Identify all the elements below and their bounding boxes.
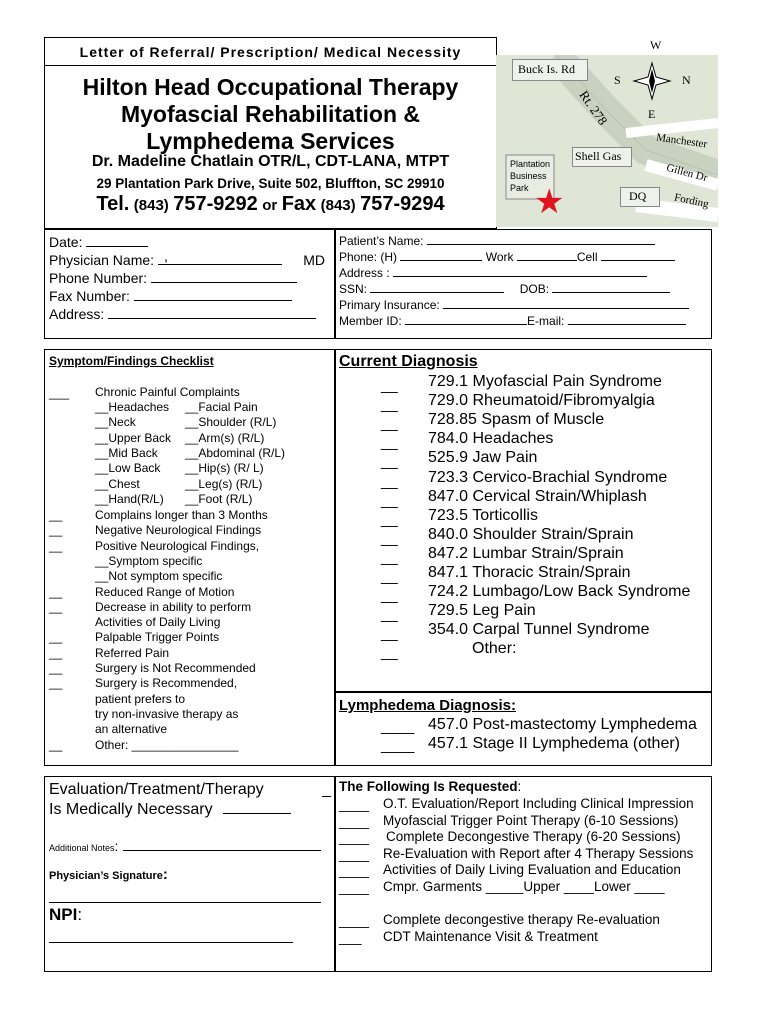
eval-line1 — [49, 781, 331, 799]
symptom-region-4[interactable]: __Mid Back — [95, 445, 158, 460]
symptom-item-4: __Symptom specific — [95, 553, 203, 568]
location-map — [496, 55, 718, 227]
date-field[interactable] — [49, 234, 148, 250]
notes-colon: : — [114, 838, 119, 854]
diagnosis-item-3: 728.85 Spasm of Muscle — [428, 411, 605, 429]
requested-check-4[interactable]: ____ — [339, 846, 370, 862]
fording-road-label: Fording — [673, 191, 710, 211]
lymphedema-title: Lymphedema Diagnosis: — [339, 697, 516, 714]
symptom-region-r6[interactable]: __Leg(s) (R/L) — [185, 476, 263, 491]
tel-area: (843) — [133, 197, 169, 214]
requested-item-1: O.T. Evaluation/Report Including Clinical Impression — [383, 796, 694, 811]
cmpr-lower-blank[interactable]: ____ — [563, 879, 594, 894]
diagnosis-item-6: 723.3 Cervico-Brachial Syndrome — [428, 468, 668, 486]
location-star-icon: ★ — [534, 183, 565, 221]
fax-number-blank[interactable] — [134, 300, 292, 301]
patient-name-label: Patient’s Name: — [339, 234, 424, 248]
patient-name-blank[interactable] — [427, 244, 655, 245]
patient-address-blank[interactable] — [393, 276, 647, 277]
diagnosis-check-4[interactable]: __ — [381, 434, 398, 452]
signature-blank[interactable] — [49, 902, 321, 903]
chronic-check[interactable]: ___ — [49, 386, 70, 400]
fax-number-field[interactable] — [49, 288, 292, 304]
diagnosis-check-1[interactable]: __ — [381, 377, 398, 394]
requested-item-4: Re-Evaluation with Report after 4 Therapy Sessions — [383, 845, 694, 861]
phone-cell-label: Cell — [576, 250, 598, 264]
diagnosis-item-12: 724.2 Lumbago/Low Back Syndrome — [428, 583, 691, 601]
symptom-item-14: try non-invasive therapy as — [95, 706, 239, 721]
npi-blank[interactable] — [49, 942, 293, 943]
fax-number-label: Fax Number: — [49, 288, 130, 304]
shell-gas-label: Shell Gas — [575, 149, 622, 163]
business-park-line1: Plantation — [510, 159, 551, 169]
tel-fax-line — [44, 193, 497, 216]
md-label: MD — [303, 252, 325, 268]
physician-name-field[interactable] — [49, 248, 325, 268]
symptom-item-3: Positive Neurological Findings, — [95, 538, 260, 553]
email-label: E-mail: — [527, 314, 565, 328]
diagnosis-item-14: 354.0 Carpal Tunnel Syndrome — [428, 621, 650, 639]
clinic-name-line3: Lymphedema Services — [146, 128, 395, 154]
chronic-label: Chronic Painful Complaints — [95, 385, 240, 399]
symptom-check-2[interactable]: __ — [49, 523, 63, 538]
cmpr-upper-blank[interactable]: _____ — [485, 879, 524, 894]
diagnosis-item-9: 840.0 Shoulder Strain/Sprain — [428, 525, 634, 543]
requested-item-2: Myofascial Trigger Point Therapy (6-10 Sessions) — [383, 812, 679, 828]
symptom-check-12[interactable]: __ — [49, 676, 63, 691]
lymphedema-check-2[interactable]: ____ — [381, 737, 415, 754]
symptom-region-r4[interactable]: __Abdominal (R/L) — [185, 445, 286, 460]
insurance-label: Primary Insurance: — [339, 298, 440, 312]
date-label: Date: — [49, 234, 83, 250]
symptom-item-6: Reduced Range of Motion — [95, 584, 235, 599]
cmpr-label: Cmpr. Garments — [383, 879, 483, 894]
form-title: Letter of Referral/ Prescription/ Medical Necessity — [79, 44, 462, 60]
date-blank[interactable] — [86, 246, 148, 247]
diagnosis-check-13[interactable]: __ — [381, 606, 398, 624]
requested-check-3[interactable]: ____ — [339, 830, 370, 846]
physician-name-blank[interactable] — [158, 248, 282, 265]
phone-cell-blank[interactable] — [601, 260, 675, 261]
diagnosis-check-5[interactable]: __ — [381, 453, 398, 471]
diagnosis-item-4: 784.0 Headaches — [428, 430, 554, 448]
email-blank[interactable] — [568, 324, 686, 325]
current-diagnosis-title: Current Diagnosis — [339, 353, 478, 370]
symptom-region-2[interactable]: __Neck — [95, 415, 136, 430]
cmpr-lower-trail[interactable]: ____ — [634, 879, 665, 894]
requested-title — [339, 779, 521, 794]
signature-label: Physician’s Signature — [49, 870, 163, 882]
patient-address-label: Address : — [339, 266, 390, 280]
member-id-blank[interactable] — [405, 324, 527, 325]
symptom-check-10[interactable]: __ — [49, 645, 63, 660]
notes-label: Additional Notes — [49, 843, 115, 853]
diagnosis-check-11[interactable]: __ — [381, 568, 398, 585]
symptom-item-12: Surgery is Recommended, — [95, 676, 238, 691]
physician-name-label: Physician Name: — [49, 252, 155, 268]
lymphedema-item-1: 457.0 Post-mastectomy Lymphedema — [428, 716, 697, 733]
requested-title-colon: : — [517, 779, 522, 794]
diagnosis-check-2[interactable]: __ — [381, 396, 398, 414]
symptom-region-1[interactable]: __Headaches — [95, 400, 170, 414]
symptom-item-1: Complains longer than 3 Months — [95, 508, 268, 522]
symptom-item-15: an alternative — [95, 722, 168, 737]
or-label: or — [262, 197, 278, 214]
diagnosis-item-7: 847.0 Cervical Strain/Whiplash — [428, 487, 647, 505]
eval-line2-text: Is Medically Necessary — [49, 801, 213, 818]
symptom-check-1[interactable]: __ — [49, 508, 63, 522]
compass-rose-icon — [632, 61, 672, 101]
symptom-check-6[interactable]: __ — [49, 584, 63, 599]
tel-label: Tel. — [96, 193, 130, 215]
signature-colon: : — [162, 866, 168, 883]
notes-field[interactable] — [49, 838, 321, 856]
requested-item-b1: Complete decongestive therapy Re-evaluation — [383, 912, 660, 927]
member-id-label: Member ID: — [339, 314, 402, 328]
diagnosis-check-12[interactable]: __ — [381, 587, 398, 605]
requested-check-1[interactable]: ____ — [339, 797, 370, 812]
symptom-check-7[interactable]: __ — [49, 599, 63, 614]
compass-e: E — [648, 107, 656, 121]
diagnosis-check-15[interactable]: __ — [381, 644, 398, 662]
patient-address-field[interactable] — [339, 266, 647, 280]
form-title-underline — [44, 65, 497, 66]
diagnosis-item-15: Other: — [472, 640, 517, 658]
symptom-check-16[interactable]: __ — [49, 737, 63, 752]
provider-name: Dr. Madeline Chatlain OTR/L, CDT-LANA, MTPT — [91, 153, 450, 170]
diagnosis-item-11: 847.1 Thoracic Strain/Sprain — [428, 564, 631, 581]
diagnosis-check-6[interactable]: __ — [381, 472, 398, 490]
clinic-address: 29 Plantation Park Drive, Suite 502, Bluffton, SC 29910 — [96, 176, 445, 191]
diagnosis-item-8: 723.5 Torticollis — [428, 506, 538, 524]
eval-check-2[interactable] — [223, 813, 291, 814]
dq-label: DQ — [629, 189, 647, 203]
diagnosis-item-13: 729.5 Leg Pain — [428, 602, 536, 620]
symptom-item-16: Other: ________________ — [95, 737, 239, 752]
physician-address-field[interactable] — [49, 306, 316, 322]
insurance-field[interactable] — [339, 298, 689, 312]
compass-w: W — [650, 38, 662, 52]
insurance-blank[interactable] — [443, 308, 689, 309]
requested-check-cmpr[interactable]: ____ — [339, 880, 370, 895]
symptom-title: Symptom/Findings Checklist — [49, 354, 214, 368]
symptom-region-6[interactable]: __Chest — [95, 476, 140, 491]
physician-address-blank[interactable] — [108, 318, 316, 319]
ssn-label: SSN: — [339, 282, 368, 296]
npi-field — [49, 905, 82, 925]
requested-check-2[interactable]: ____ — [339, 813, 370, 829]
symptom-region-r7[interactable]: __Foot (R/L) — [185, 491, 253, 506]
gillen-road-label: Gillen Dr — [665, 161, 709, 185]
symptom-check-9[interactable]: __ — [49, 630, 63, 645]
diagnosis-item-5: 525.9 Jaw Pain — [428, 449, 538, 467]
dob-label: DOB: — [519, 282, 550, 296]
phone-number-blank[interactable] — [151, 282, 297, 283]
phone-work-blank[interactable] — [517, 260, 577, 261]
cmpr-lower-label: Lower — [593, 879, 631, 894]
symptom-item-13: patient prefers to — [95, 691, 186, 706]
symptom-region-r1[interactable]: __Facial Pain — [185, 400, 258, 414]
symptom-item-2: Negative Neurological Findings — [95, 523, 262, 538]
physician-name-comma: , — [163, 248, 168, 264]
requested-item-3: Complete Decongestive Therapy (6-20 Sessions) — [386, 829, 681, 845]
patient-name-field[interactable] — [339, 234, 655, 248]
requested-check-b1[interactable]: ____ — [339, 913, 370, 928]
eval-line1-text: Evaluation/Treatment/Therapy — [49, 781, 264, 798]
fax-number: 757-9294 — [360, 193, 445, 215]
symptom-item-8: Activities of Daily Living — [95, 615, 221, 630]
phone-home-label: Phone: (H) — [339, 250, 398, 264]
symptom-item-7: Decrease in ability to perform — [95, 599, 252, 614]
lymphedema-check-1[interactable]: ____ — [381, 718, 415, 735]
dob-blank[interactable] — [552, 292, 670, 293]
requested-check-5[interactable]: ____ — [339, 863, 370, 879]
symptom-item-9: Palpable Trigger Points — [95, 630, 220, 645]
manchester-road-label: Manchester — [655, 131, 708, 151]
diagnosis-item-10: 847.2 Lumbar Strain/Sprain — [428, 544, 624, 562]
requested-item-5: Activities of Daily Living Evaluation and Education — [383, 862, 681, 878]
business-park-line3: Park — [510, 183, 529, 193]
eval-check-1[interactable]: _ — [322, 781, 331, 798]
phone-number-field[interactable] — [49, 270, 297, 286]
phone-number-label: Phone Number: — [49, 270, 148, 286]
symptom-check-3[interactable]: __ — [49, 538, 63, 553]
member-email-field[interactable] — [339, 314, 686, 328]
business-park-line2: Business — [510, 171, 547, 181]
clinic-name-line1: Hilton Head Occupational Therapy — [82, 74, 459, 100]
symptom-check-11[interactable]: __ — [49, 661, 63, 675]
diagnosis-check-7[interactable]: __ — [381, 491, 398, 509]
eval-line2 — [49, 801, 291, 819]
npi-label: NPI — [49, 905, 78, 924]
diagnosis-check-9[interactable]: __ — [381, 529, 398, 547]
symptom-region-r3[interactable]: __Arm(s) (R/L) — [185, 430, 265, 445]
diagnosis-check-14[interactable]: __ — [381, 625, 398, 643]
phone-work-label: Work — [485, 250, 514, 264]
ssn-blank[interactable] — [370, 292, 504, 293]
notes-blank[interactable] — [123, 850, 321, 851]
tel-number: 757-9292 — [173, 193, 258, 215]
symptom-region-7[interactable]: __Hand(R/L) — [95, 491, 164, 506]
symptom-region-r5[interactable]: __Hip(s) (R/ L) — [185, 461, 264, 476]
diagnosis-item-2: 729.0 Rheumatoid/Fibromyalgia — [428, 392, 655, 410]
compass-n: N — [682, 73, 691, 87]
npi-colon: : — [77, 905, 83, 924]
clinic-name-line2: Myofascial Rehabilitation & — [120, 101, 421, 127]
requested-item-b2: CDT Maintenance Visit & Treatment — [383, 929, 598, 944]
symptom-region-5[interactable]: __Low Back — [95, 461, 161, 476]
signature-field — [49, 866, 168, 884]
patient-phone-field[interactable] — [339, 250, 675, 264]
route-278-label: Rt. 278 — [576, 87, 611, 128]
buck-road-label: Buck Is. Rd — [518, 62, 575, 76]
symptom-region-r2[interactable]: __Shoulder (R/L) — [185, 415, 277, 430]
symptom-item-10: Referred Pain — [95, 645, 170, 660]
symptom-region-3[interactable]: __Upper Back — [95, 430, 172, 445]
diagnosis-check-3[interactable]: __ — [381, 415, 398, 433]
lymphedema-item-2: 457.1 Stage II Lymphedema (other) — [428, 735, 680, 752]
fax-label: Fax — [281, 193, 317, 215]
diagnosis-item-1: 729.1 Myofascial Pain Syndrome — [428, 373, 662, 390]
phone-home-blank[interactable] — [400, 260, 482, 261]
diagnosis-check-10[interactable]: __ — [381, 548, 398, 566]
cmpr-upper-label: Upper — [523, 879, 561, 894]
symptom-item-11: Surgery is Not Recommended — [95, 661, 256, 675]
compass-s: S — [614, 73, 621, 87]
diagnosis-check-8[interactable]: __ — [381, 510, 398, 528]
requested-check-b2[interactable]: ___ — [339, 930, 362, 945]
physician-address-label: Address: — [49, 306, 105, 322]
cmpr-line — [383, 879, 665, 894]
ssn-dob-field[interactable] — [339, 282, 670, 296]
fax-area: (843) — [320, 197, 356, 214]
requested-title-text: The Following Is Requested — [339, 779, 518, 794]
symptom-item-5: __Not symptom specific — [95, 569, 223, 584]
